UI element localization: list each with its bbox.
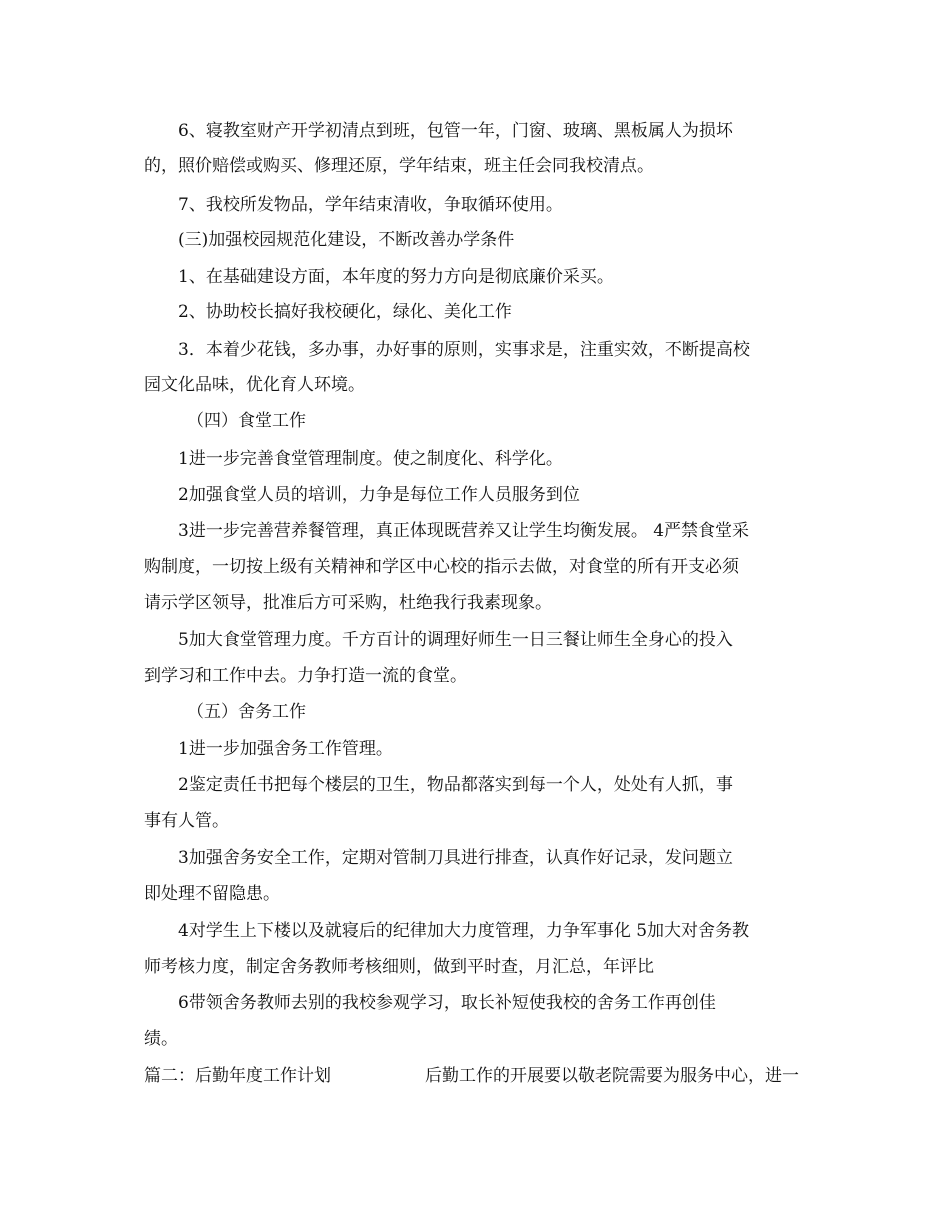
- paragraph-line: 3加强舍务安全工作，定期对管制刀具进行排查，认真作好记录，发问题立: [178, 848, 733, 868]
- paragraph-line: 6带领舍务教师去别的我校参观学习，取长补短使我校的舍务工作再创佳: [178, 993, 716, 1013]
- paragraph-line: 到学习和工作中去。力争打造一流的食堂。: [144, 666, 467, 686]
- paragraph-line: 的，照价赔偿或购买、修理还原，学年结束，班主任会同我校清点。: [144, 156, 654, 176]
- paragraph-line: 3．本着少花钱，多办事，办好事的原则，实事求是，注重实效，不断提高校: [178, 340, 750, 360]
- paragraph-line: 1、在基础建设方面，本年度的努力方向是彻底廉价采买。: [178, 267, 614, 287]
- chapter-intro: 后勤工作的开展要以敬老院需要为服务中心，进一: [425, 1066, 799, 1086]
- paragraph-line: 3进一步完善营养餐管理，真正体现既营养又让学生均衡发展。 4严禁食堂采: [178, 521, 750, 541]
- paragraph-line: 请示学区领导，批准后方可采购，杜绝我行我素现象。: [144, 593, 552, 613]
- chapter-title: 篇二：后勤年度工作计划: [144, 1066, 331, 1086]
- chapter-heading-line: [144, 1064, 799, 1088]
- section-heading: （五）舍务工作: [187, 702, 306, 722]
- paragraph-line: 5加大食堂管理力度。千方百计的调理好师生一日三餐让师生全身心的投入: [178, 630, 733, 650]
- paragraph-line: 4对学生上下楼以及就寝后的纪律加大力度管理，力争军事化 5加大对舍务教: [178, 921, 750, 941]
- paragraph-line: 2加强食堂人员的培训，力争是每位工作人员服务到位: [178, 485, 580, 505]
- section-heading: （四）食堂工作: [187, 411, 306, 431]
- paragraph-line: 购制度，一切按上级有关精神和学区中心校的指示去做，对食堂的所有开支必须: [144, 557, 739, 577]
- paragraph-line: 1进一步完善食堂管理制度。使之制度化、科学化。: [178, 449, 563, 469]
- paragraph-line: 7、我校所发物品，学年结束清收，争取循环使用。: [178, 195, 563, 215]
- paragraph-line: 园文化品味，优化育人环境。: [144, 375, 365, 395]
- paragraph-line: 事有人管。: [144, 811, 229, 831]
- paragraph-line: 2、协助校长搞好我校硬化，绿化、美化工作: [178, 302, 512, 322]
- paragraph-line: 2鉴定责任书把每个楼层的卫生，物品都落实到每一个人，处处有人抓，事: [178, 775, 733, 795]
- paragraph-line: 师考核力度，制定舍务教师考核细则，做到平时查，月汇总，年评比: [144, 957, 654, 977]
- paragraph-line: 1进一步加强舍务工作管理。: [178, 739, 393, 759]
- paragraph-line: 6、寝教室财产开学初清点到班，包管一年，门窗、玻璃、黑板属人为损坏: [178, 121, 733, 141]
- section-heading: (三)加强校园规范化建设，不断改善办学条件: [178, 230, 515, 250]
- paragraph-line: 即处理不留隐患。: [144, 884, 280, 904]
- paragraph-line: 绩。: [144, 1029, 178, 1049]
